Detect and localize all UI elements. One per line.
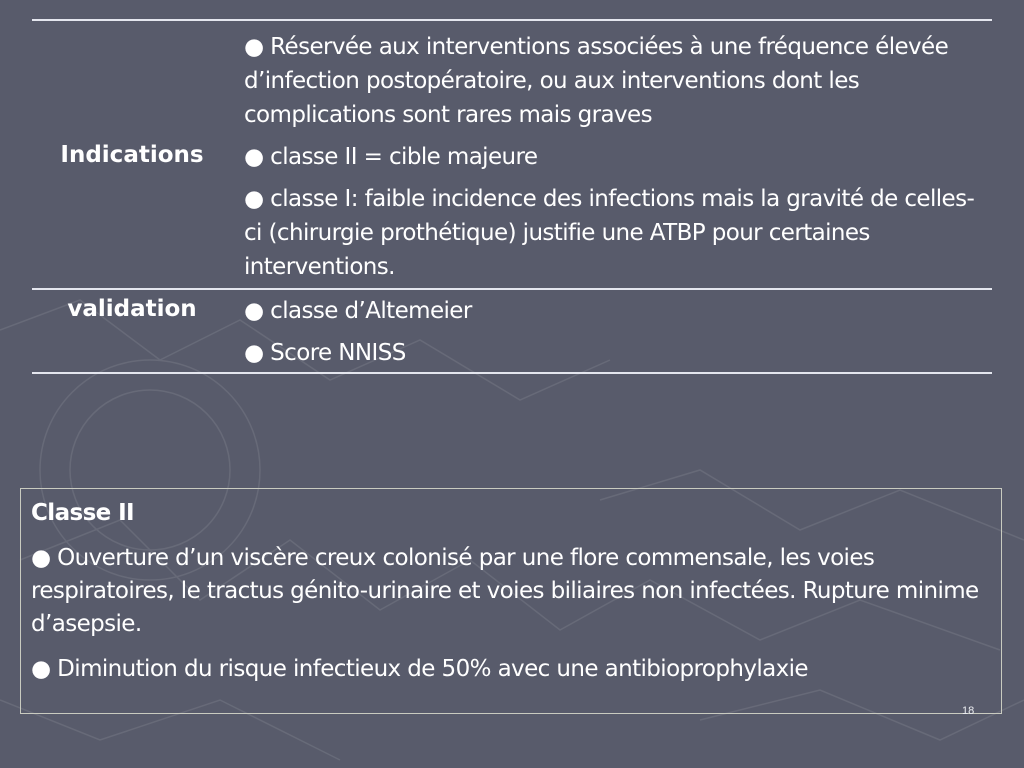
- indications-table: [32, 19, 992, 374]
- box-title: Classe II: [31, 500, 134, 526]
- bullet-item: ● Réservée aux interventions associées à une fréquence élevée d’infection postopératoire, ou aux interventions dont les complications sont rares mais graves: [244, 34, 949, 128]
- table-bottom-rule: [32, 372, 992, 374]
- page-number: 18: [962, 705, 975, 717]
- bullet-item: ● classe II = cible majeure: [244, 144, 538, 170]
- row-label-validation: validation: [67, 296, 197, 322]
- box-paragraph: ● Ouverture d’un viscère creux colonisé par une flore commensale, les voies respiratoires, le tractus génito-urinaire et voies biliaires non infectées. Rupture minime d’asepsie.: [31, 545, 979, 637]
- classe-ii-box: [20, 488, 1002, 714]
- table-row-indications: [32, 21, 992, 288]
- bullet-item: ● classe d’Altemeier: [244, 298, 472, 324]
- bullet-item: ● classe I: faible incidence des infections mais la gravité de celles-ci (chirurgie prothétique) justifie une ATBP pour certaines interventions.: [244, 186, 975, 280]
- table-row-validation: [32, 290, 992, 372]
- row-label-indications: Indications: [60, 141, 204, 168]
- row-content-indications: [232, 21, 992, 288]
- box-paragraph: ● Diminution du risque infectieux de 50% avec une antibioprophylaxie: [31, 656, 808, 682]
- row-content-validation: [232, 290, 992, 372]
- bullet-item: ● Score NNISS: [244, 340, 406, 366]
